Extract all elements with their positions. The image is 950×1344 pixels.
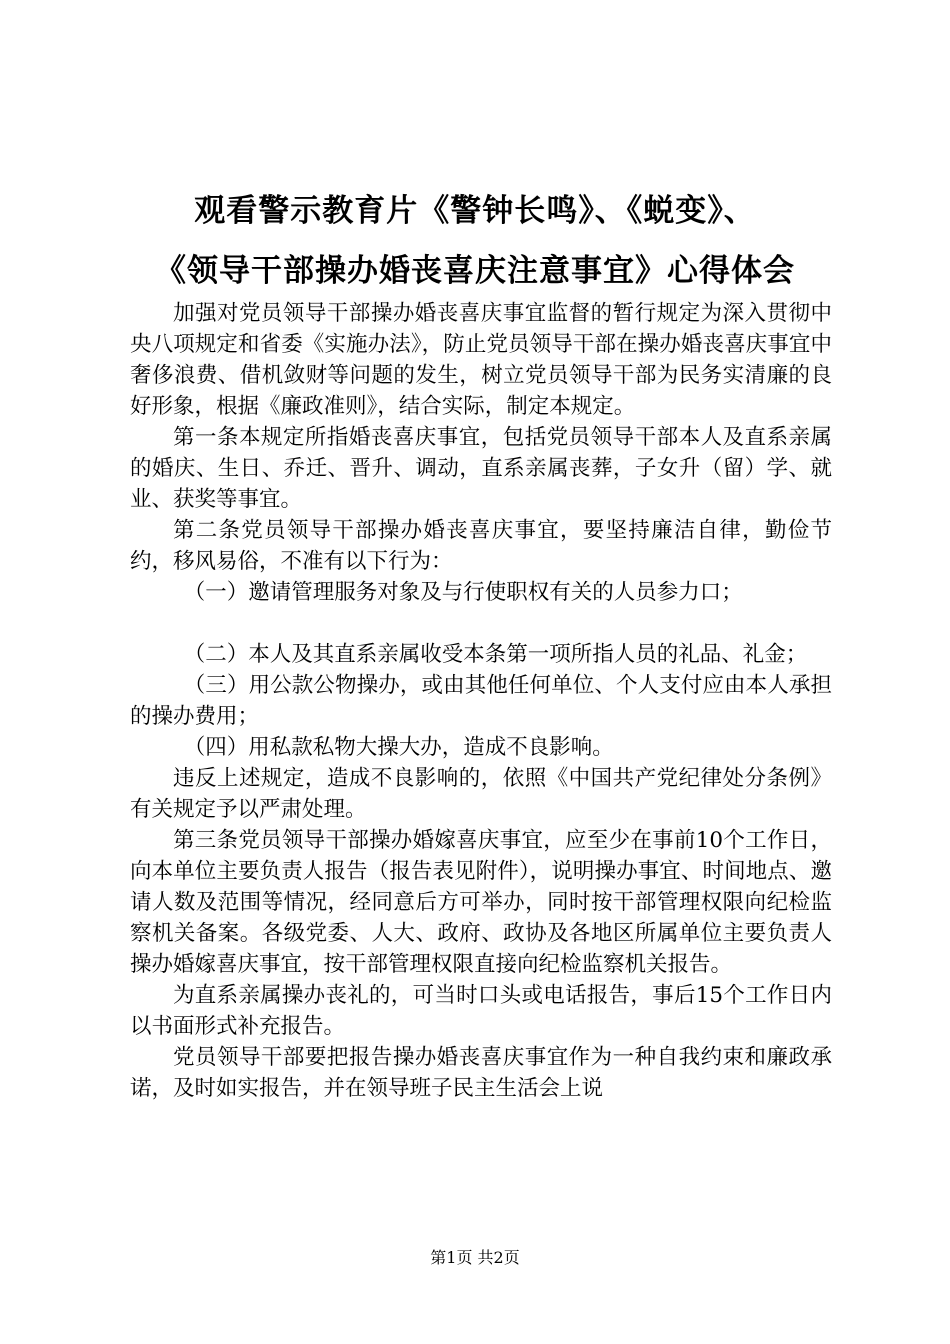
blank-line: [130, 608, 832, 639]
document-title-line-2: 《领导干部操办婚丧喜庆注意事宜》心得体会: [155, 253, 795, 289]
paragraph-article-2: 第二条党员领导干部操办婚丧喜庆事宜，要坚持廉洁自律，勤俭节约，移风易俗，不准有以下行为：: [130, 518, 832, 574]
paragraph-article-1: 第一条本规定所指婚丧喜庆事宜，包括党员领导干部本人及直系亲属的婚庆、生日、乔迁、晋升、调动，直系亲属丧葬，子女升（留）学、就业、获奖等事宜。: [130, 425, 832, 512]
page-footer: 第1页 共2页: [430, 1248, 520, 1267]
paragraph-intro: 加强对党员领导干部操办婚丧喜庆事宜监督的暂行规定为深入贯彻中央八项规定和省委《实施办法》，防止党员领导干部在操办婚丧喜庆事宜中奢侈浪费、借机敛财等问题的发生，树立党员领导干部为民务实清廉的良好形象，根据《廉政准则》，结合实际，制定本规定。: [130, 301, 832, 419]
paragraph-item-2: （二）本人及其直系亲属收受本条第一项所指人员的礼品、礼金；: [183, 642, 808, 667]
paragraph-violation: 违反上述规定，造成不良影响的，依照《中国共产党纪律处分条例》有关规定予以严肃处理。: [130, 766, 832, 822]
paragraph-article-3: 第三条党员领导干部操办婚嫁喜庆事宜，应至少在事前10个工作日，向本单位主要负责人报告（报告表见附件），说明操办事宜、时间地点、邀请人数及范围等情况，经同意后方可举办，同时按干部管理权限向纪检监察机关备案。各级党委、人大、政府、政协及各地区所属单位主要负责人操办婚嫁喜庆事宜，按干部管理权限直接向纪检监察机关报告。: [130, 828, 832, 977]
paragraph-funeral-report: 为直系亲属操办丧礼的，可当时口头或电话报告，事后15个工作日内以书面形式补充报告。: [130, 983, 832, 1039]
paragraph-commitment: 党员领导干部要把报告操办婚丧喜庆事宜作为一种自我约束和廉政承诺，及时如实报告，并在领导班子民主生活会上说: [130, 1045, 832, 1101]
paragraph-item-1: （一）邀请管理服务对象及与行使职权有关的人员参力口；: [183, 580, 743, 605]
paragraph-item-4: （四）用私款私物大操大办，造成不良影响。: [183, 735, 614, 760]
document-body: [130, 298, 832, 1104]
document-title-line-1: 观看警示教育片《警钟长鸣》、《蜕变》、: [194, 193, 756, 229]
paragraph-item-3: （三）用公款公物操办，或由其他任何单位、个人支付应由本人承担的操办费用；: [130, 673, 832, 729]
